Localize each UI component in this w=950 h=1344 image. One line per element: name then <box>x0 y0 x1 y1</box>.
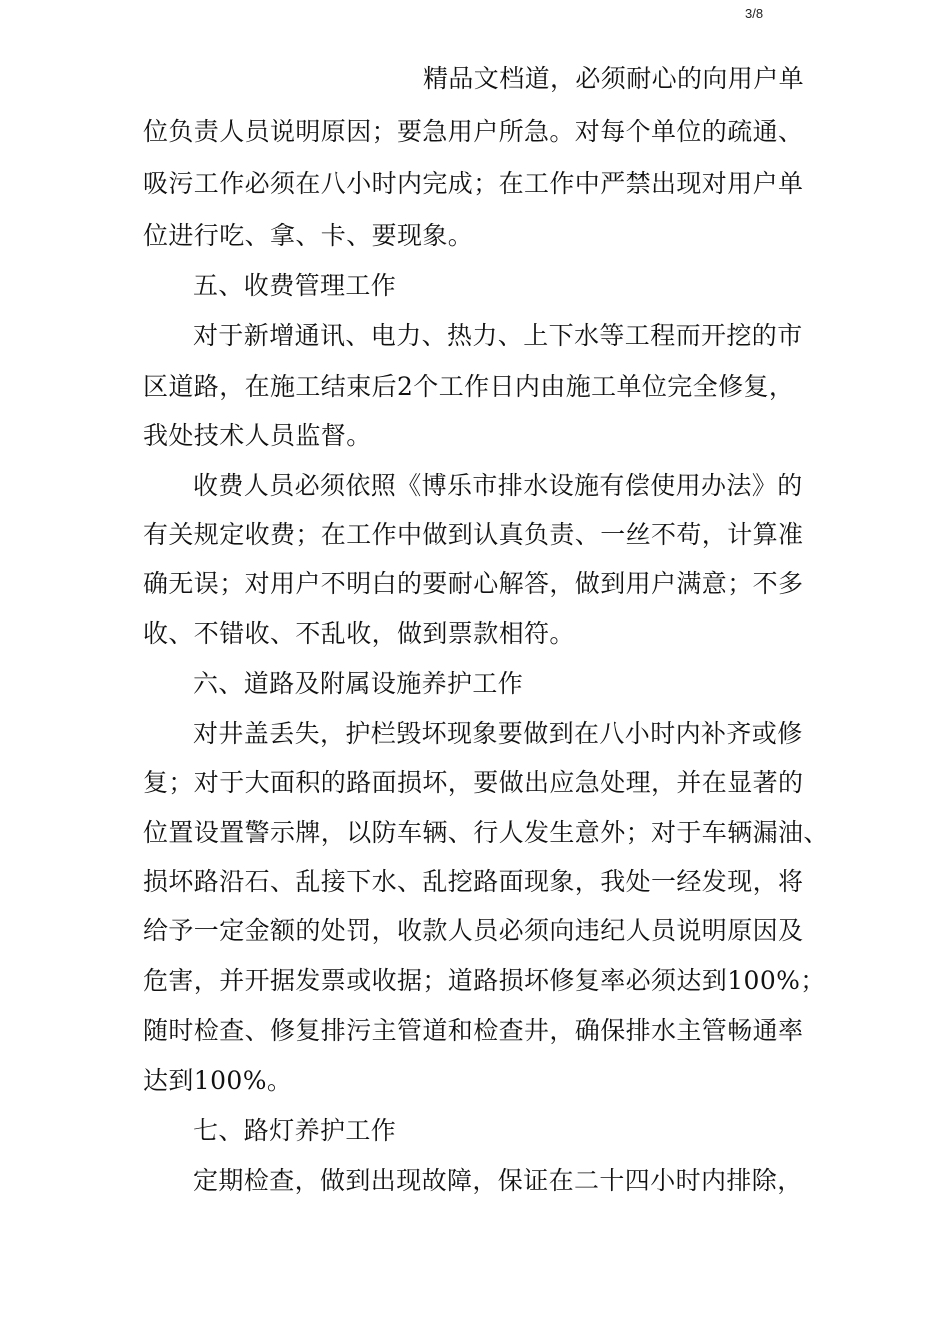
text-line: 收、不错收、不乱收，做到票款相符。 <box>143 619 575 648</box>
page-number: 3/8 <box>745 6 764 21</box>
section-heading: 六、道路及附属设施养护工作 <box>193 669 524 698</box>
text-line: 有关规定收费；在工作中做到认真负责、一丝不苟，计算准 <box>143 520 804 549</box>
text-line: 随时检查、修复排污主管道和检查井，确保排水主管畅通率 <box>143 1016 804 1045</box>
text-line: 吸污工作必须在八小时内完成；在工作中严禁出现对用户单 <box>143 169 804 198</box>
text-line: 区道路，在施工结束后2个工作日内由施工单位完全修复， <box>143 372 795 401</box>
text-line: 危害，并开据发票或收据；道路损坏修复率必须达到100%； <box>143 966 826 995</box>
text-line: 对于新增通讯、电力、热力、上下水等工程而开挖的市 <box>193 321 803 350</box>
section-heading: 七、路灯养护工作 <box>193 1116 397 1145</box>
text-line: 位负责人员说明原因；要急用户所急。对每个单位的疏通、 <box>143 117 804 146</box>
text-line: 确无误；对用户不明白的要耐心解答，做到用户满意；不多 <box>143 569 804 598</box>
text-line: 复；对于大面积的路面损坏，要做出应急处理，并在显著的 <box>143 768 804 797</box>
text-line: 我处技术人员监督。 <box>143 421 372 450</box>
text-line: 精品文档道，必须耐心的向用户单 <box>423 64 805 93</box>
text-line: 损坏路沿石、乱接下水、乱挖路面现象，我处一经发现，将 <box>143 867 804 896</box>
section-heading: 五、收费管理工作 <box>193 271 397 300</box>
text-line: 位进行吃、拿、卡、要现象。 <box>143 221 474 250</box>
text-line: 定期检查，做到出现故障，保证在二十四小时内排除， <box>193 1166 803 1195</box>
text-line: 给予一定金额的处罚，收款人员必须向违纪人员说明原因及 <box>143 916 804 945</box>
text-line: 收费人员必须依照《博乐市排水设施有偿使用办法》的 <box>193 471 803 500</box>
text-line: 对井盖丢失，护栏毁坏现象要做到在八小时内补齐或修 <box>193 719 803 748</box>
text-line: 达到100%。 <box>143 1066 293 1095</box>
text-line: 位置设置警示牌，以防车辆、行人发生意外；对于车辆漏油、 <box>143 818 829 847</box>
